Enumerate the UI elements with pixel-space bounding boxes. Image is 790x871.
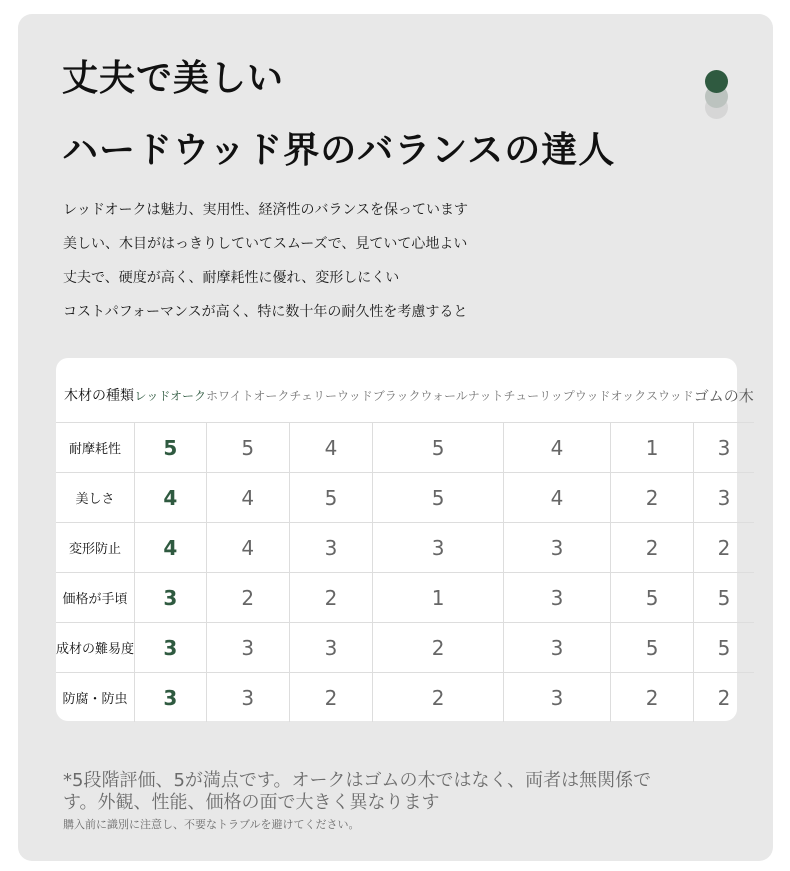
cell-value: 5 [135, 423, 207, 473]
header-rubberwood: ゴムの木 [693, 386, 754, 405]
cell-value: 3 [289, 623, 372, 673]
comparison-table-card [56, 358, 754, 721]
cell-value: 5 [694, 573, 754, 623]
cell-value: 2 [373, 623, 504, 673]
footnotes [63, 770, 683, 832]
header-red-oak: レッドオーク [134, 388, 207, 403]
intro-line-3: 丈夫で、硬度が高く、耐摩耗性に優れ、変形しにくい [63, 270, 400, 286]
cell-value: 3 [694, 423, 754, 473]
cell-value: 5 [289, 473, 372, 523]
table-row [56, 473, 754, 523]
rating-note: *5段階評価、5が満点です。オークはゴムの木ではなく、両者は無関係です。外観、性能、価格の面で大きく異なります [63, 770, 652, 813]
header-wood-type: 木材の種類 [64, 388, 134, 404]
row-label: 価格が手頃 [56, 573, 135, 623]
cell-value: 4 [289, 423, 372, 473]
cell-value: 4 [135, 523, 207, 573]
cell-value: 2 [289, 673, 372, 723]
row-label: 美しさ [56, 473, 135, 523]
header-tulipwood: チューリップウッド [503, 388, 611, 403]
cell-value: 5 [610, 623, 693, 673]
cell-value: 4 [206, 473, 289, 523]
page-title-line2: ハードウッド界のバランスの達人 [62, 130, 616, 171]
intro-line-4: コストパフォーマンスが高く、特に数十年の耐久性を考慮すると [63, 304, 468, 320]
cell-value: 2 [610, 673, 693, 723]
table-row [56, 673, 754, 723]
cell-value: 5 [206, 423, 289, 473]
cell-value: 1 [610, 423, 693, 473]
header-white-oak: ホワイトオーク [206, 388, 290, 403]
header-cherry: チェリーウッド [289, 388, 373, 403]
cell-value: 3 [504, 623, 611, 673]
cell-value: 3 [135, 573, 207, 623]
cell-value: 2 [289, 573, 372, 623]
table-row [56, 423, 754, 473]
cell-value: 3 [504, 673, 611, 723]
cell-value: 2 [610, 473, 693, 523]
wood-comparison-table [56, 368, 754, 722]
cell-value: 3 [694, 473, 754, 523]
purchase-note: 購入前に識別に注意し、不要なトラブルを避けてください。 [63, 818, 360, 831]
intro-line-2: 美しい、木目がはっきりしていてスムーズで、見ていて心地よい [63, 236, 468, 252]
cell-value: 2 [610, 523, 693, 573]
row-label: 成材の難易度 [56, 623, 135, 673]
table-row [56, 623, 754, 673]
row-label: 変形防止 [56, 523, 135, 573]
cell-value: 3 [135, 623, 207, 673]
intro-line-1: レッドオークは魅力、実用性、経済性のバランスを保っています [63, 202, 469, 218]
table-header-row [56, 368, 754, 423]
cell-value: 5 [610, 573, 693, 623]
cell-value: 5 [373, 423, 504, 473]
cell-value: 3 [289, 523, 372, 573]
cell-value: 4 [135, 473, 207, 523]
header-black-walnut: ブラックウォールナット [372, 388, 504, 403]
cell-value: 4 [504, 473, 611, 523]
table-row [56, 523, 754, 573]
cell-value: 4 [504, 423, 611, 473]
cell-value: 1 [373, 573, 504, 623]
page-title-line1: 丈夫で美しい [62, 58, 285, 99]
cell-value: 3 [504, 573, 611, 623]
cell-value: 5 [373, 473, 504, 523]
row-label: 防腐・防虫 [56, 673, 135, 723]
decorative-dots [705, 68, 731, 122]
header-oxwood: オックスウッド [610, 388, 694, 403]
cell-value: 3 [206, 673, 289, 723]
cell-value: 2 [373, 673, 504, 723]
row-label: 耐摩耗性 [56, 423, 135, 473]
cell-value: 3 [206, 623, 289, 673]
cell-value: 2 [206, 573, 289, 623]
cell-value: 2 [694, 523, 754, 573]
table-row [56, 573, 754, 623]
cell-value: 3 [135, 673, 207, 723]
cell-value: 4 [206, 523, 289, 573]
cell-value: 2 [694, 673, 754, 723]
cell-value: 3 [504, 523, 611, 573]
cell-value: 5 [694, 623, 754, 673]
cell-value: 3 [373, 523, 504, 573]
intro-text [63, 199, 663, 335]
dot-dark [705, 70, 728, 93]
